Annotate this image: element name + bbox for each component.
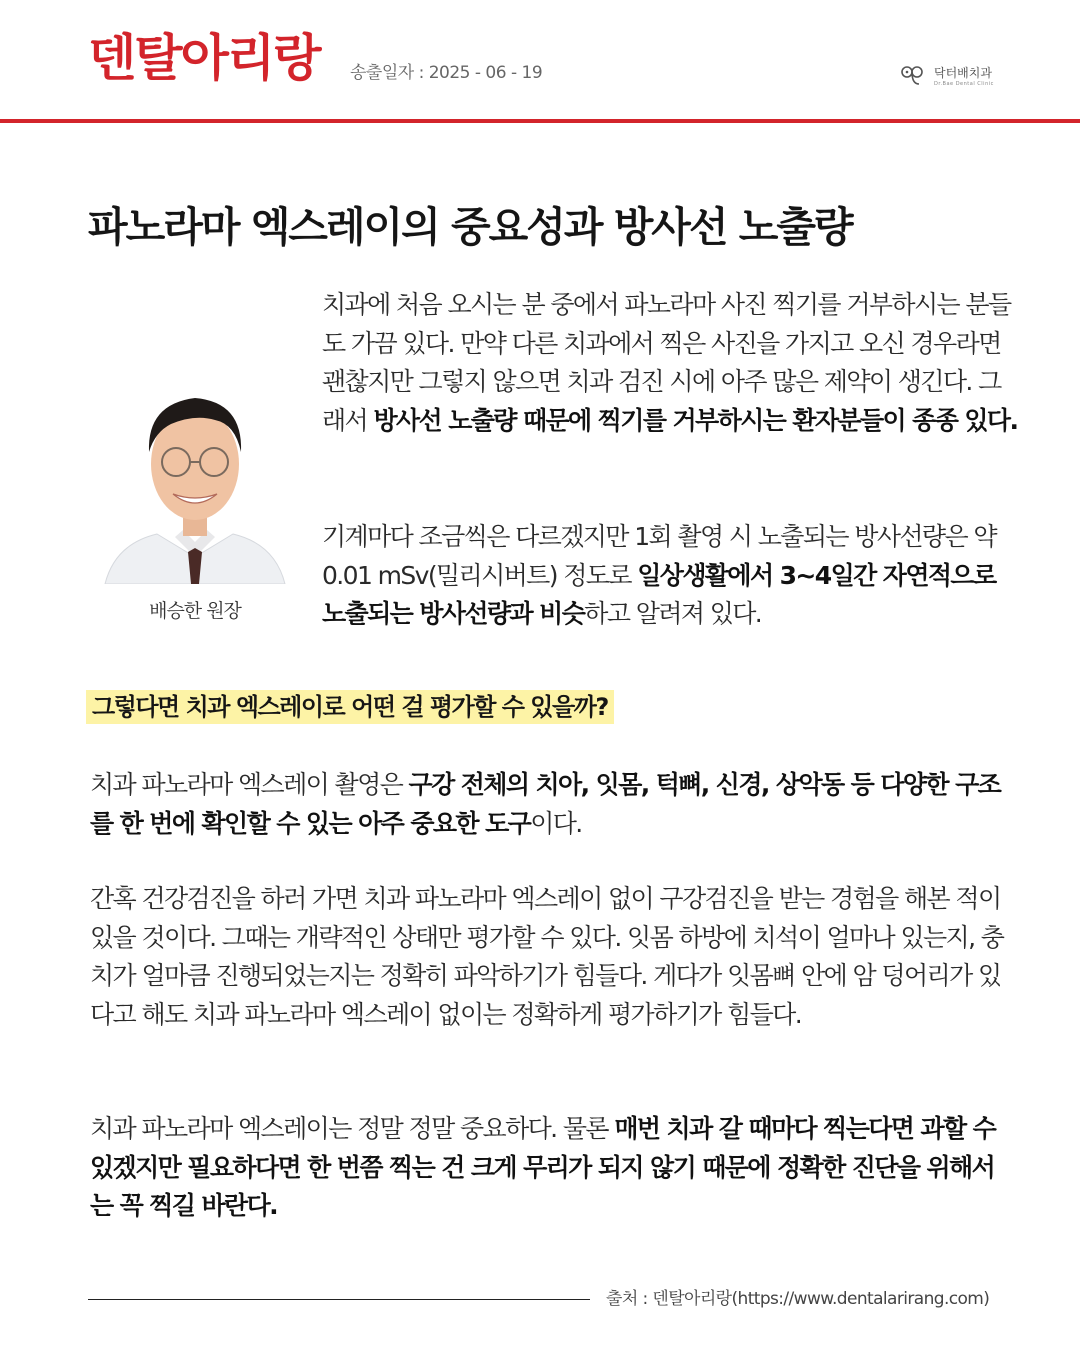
bold-text-run: 방사선 노출량 때문에 찍기를 거부하시는 환자분들이 종종 있다. (373, 405, 1018, 435)
text-run: 하고 알려져 있다. (584, 599, 762, 628)
intro-paragraph (322, 286, 1022, 440)
bold-text-run: 구강 전체의 치아, 잇몸, 턱뼈, 신경, 상악동 등 다양한 구조를 한 번에 확인할 수 있는 아주 중요한 도구 (90, 770, 1001, 838)
brand-logo[interactable]: 덴탈아리랑 (88, 29, 320, 87)
text-run: 치과 파노라마 엑스레이 촬영은 (90, 770, 409, 799)
panorama-role-paragraph (90, 766, 1010, 843)
radiation-dose-paragraph (322, 518, 1022, 634)
header (0, 0, 1080, 120)
bold-text-run: 매번 치과 갈 때마다 찍는다면 과할 수 있겠지만 필요하다면 한 번쯤 찍는 건 크게 무리가 되지 않기 때문에 정확한 진단을 위해서는 꼭 찍길 바란다. (90, 1114, 996, 1220)
author-portrait (95, 352, 295, 584)
author-caption: 배승한 원장 (149, 600, 241, 622)
clinic-logo (898, 56, 994, 92)
bold-text-run: 일상생활에서 3~4일간 자연적으로 노출되는 방사선량과 비슷 (322, 560, 996, 628)
clinic-subtitle: Dr.Bae Dental Clinic (934, 80, 994, 87)
text-run: 치과 파노라마 엑스레이는 정말 정말 중요하다. 물론 (90, 1114, 615, 1143)
source-credit[interactable]: 출처 : 덴탈아리랑(https://www.dentalarirang.com) (606, 1289, 990, 1309)
header-divider (0, 119, 1080, 123)
publish-date: 송출일자 : 2025 - 06 - 19 (350, 63, 543, 83)
text-run: 간혹 건강검진을 하러 가면 치과 파노라마 엑스레이 없이 구강검진을 받는 경험을 해본 적이 있을 것이다. 그때는 개략적인 상태만 평가할 수 있다. 잇몸 하방에 치석이 얼마나 있는지, 충치가 얼마큼 진행되었는지는 정확히 파악하기가 힘들다. 게다가 잇몸뼈 안에 암 덩어리가 있다고 해도 치과 파노라마 엑스레이 없이는 정확하게 평가하기가 힘들다. (90, 884, 1004, 1029)
article-title: 파노라마 엑스레이의 중요성과 방사선 노출량 (88, 203, 852, 252)
text-run: 기계마다 조금씩은 다르겠지만 1회 촬영 시 노출되는 방사선량은 약 0.01 mSv(밀리시버트) 정도로 (322, 522, 996, 590)
health-checkup-paragraph (90, 880, 1010, 1034)
clinic-name: 닥터배치과 (934, 65, 992, 80)
conclusion-paragraph (90, 1110, 1010, 1226)
tooth-logo-icon (898, 59, 928, 89)
highlighted-subheading: 그렇다면 치과 엑스레이로 어떤 걸 평가할 수 있을까? (86, 690, 614, 724)
text-run: 이다. (530, 808, 582, 838)
footer-divider (88, 1299, 590, 1300)
text-run: 치과에 처음 오시는 분 중에서 파노라마 사진 찍기를 거부하시는 분들도 가끔 있다. 만약 다른 치과에서 찍은 사진을 가지고 오신 경우라면 괜찮지만 그렇지 않으면 치과 검진 시에 아주 많은 제약이 생긴다. 그래서 (322, 290, 1011, 435)
